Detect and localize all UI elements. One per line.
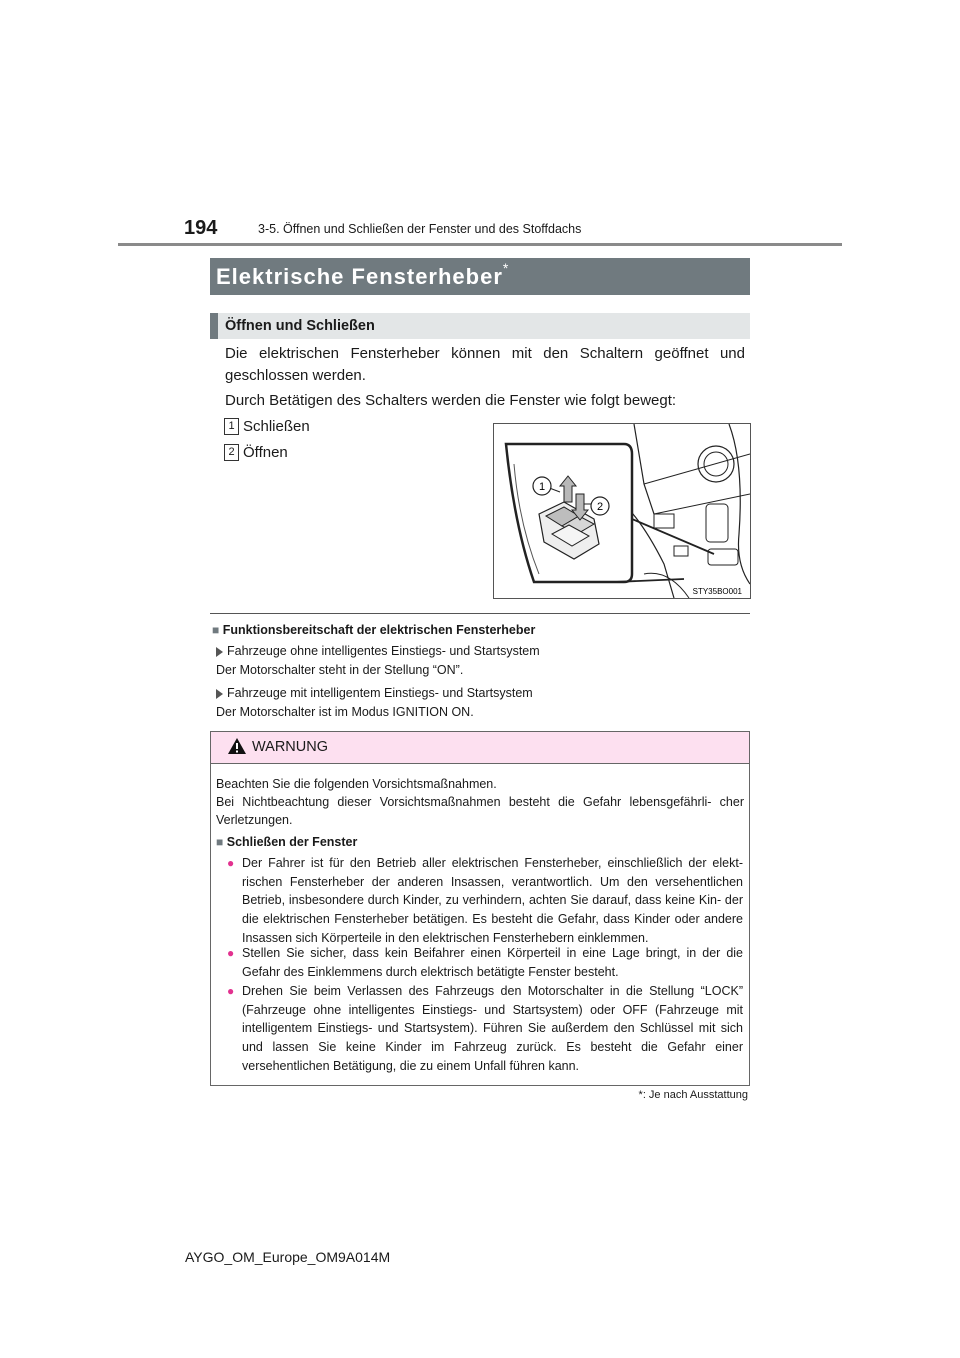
warning-line-2: Bei Nichtbeachtung dieser Vorsichtsmaßnahmen besteht die Gefahr lebensgefährli- cher Verletzungen. xyxy=(216,795,744,827)
readiness-heading: ■ Funktionsbereitschaft der elektrischen Fensterheber xyxy=(212,623,536,637)
readiness-condition-2: Fahrzeuge mit intelligentem Einstiegs- und Startsystem xyxy=(216,684,533,702)
warning-bullet-1: Der Fahrer ist für den Betrieb aller elektrischen Fensterheber, einschließlich der elekt- rischen Fensterheber der anderen Insassen, verantwortlich. Um den versehentlichen Betrieb, insbesondere durch Kinder, zu verhindern, achten Sie darauf, dass keine Kin- der die elektrischen Fensterheber betätigen. Es besteht die Gefahr, dass Kinder oder andere Insassen sich Körperteile in den elektrischen Fensterhebern einklemmen. xyxy=(242,856,743,945)
callout-1-label: 1 xyxy=(538,481,546,493)
warning-bullet-3: Drehen Sie beim Verlassen des Fahrzeugs den Motorschalter in die Stellung “LOCK” (Fahrzeuge ohne intelligentes Einstiegs- und Startsystem) oder OFF (Fahrzeuge mit intelligentem Einstiegs- und Startsystem). Führen Sie außerdem den Schlüssel mit sich und lassen Sie keine Kinder im Fahrzeug zurück. Es besteht die Gefahr einer versehentlichen Betätigung, die zu einem Unfall führen kann. xyxy=(242,984,743,1073)
section-title: Elektrische Fensterheber* xyxy=(216,260,510,289)
readiness-condition-1: Fahrzeuge ohne intelligentes Einstiegs- und Startsystem xyxy=(216,642,540,660)
warning-title: WARNUNG xyxy=(252,739,328,755)
footer-document-code: AYGO_OM_Europe_OM9A014M xyxy=(185,1249,391,1265)
readiness-text-2: Der Motorschalter ist im Modus IGNITION ON. xyxy=(216,705,474,719)
asterisk-mark: * xyxy=(502,260,510,276)
square-bullet-icon: ■ xyxy=(216,835,224,849)
readiness-text-1: Der Motorschalter steht in der Stellung “ON”. xyxy=(216,663,464,677)
legend-number-1: 1 xyxy=(224,418,239,435)
triangle-bullet-icon xyxy=(216,689,223,699)
circle-bullet-icon: ● xyxy=(227,984,235,998)
warning-bullet-2: Stellen Sie sicher, dass kein Beifahrer einen Körperteil in eine Lage bringt, in der die Gefahr des Einklemmens durch elektrisch betätigte Fenster besteht. xyxy=(242,946,743,979)
intro-instruction: Durch Betätigen des Schalters werden die Fenster wie folgt bewegt: xyxy=(225,392,677,409)
asterisk-mark: * xyxy=(638,1089,643,1101)
legend-number-2: 2 xyxy=(224,444,239,461)
subtitle: Öffnen und Schließen xyxy=(225,318,375,334)
circle-bullet-icon: ● xyxy=(227,856,235,870)
circle-bullet-icon: ● xyxy=(227,946,235,960)
legend-label-2: Öffnen xyxy=(243,444,288,461)
figure-code: STY35BO001 xyxy=(692,587,742,596)
callout-2-label: 2 xyxy=(596,501,604,513)
triangle-bullet-icon xyxy=(216,647,223,657)
warning-line-1: Beachten Sie die folgenden Vorsichtsmaßnahmen. xyxy=(216,777,497,791)
warning-subheading: ■ Schließen der Fenster xyxy=(216,835,358,849)
subtitle-accent xyxy=(210,313,218,339)
intro-paragraph: Die elektrischen Fensterheber können mit den Schaltern geöffnet und geschlossen werden. xyxy=(225,345,745,384)
chapter-heading: 3-5. Öffnen und Schließen der Fenster und des Stoffdachs xyxy=(258,222,582,236)
footnote: *: Je nach Ausstattung xyxy=(638,1089,748,1101)
header-rule xyxy=(118,243,842,246)
window-switch-illustration xyxy=(493,423,751,599)
switch-drawing xyxy=(494,424,750,598)
legend-label-1: Schließen xyxy=(243,418,310,435)
page-number: 194 xyxy=(184,217,218,239)
warning-icon xyxy=(227,737,247,755)
section-divider xyxy=(210,613,750,614)
square-bullet-icon: ■ xyxy=(212,623,220,637)
